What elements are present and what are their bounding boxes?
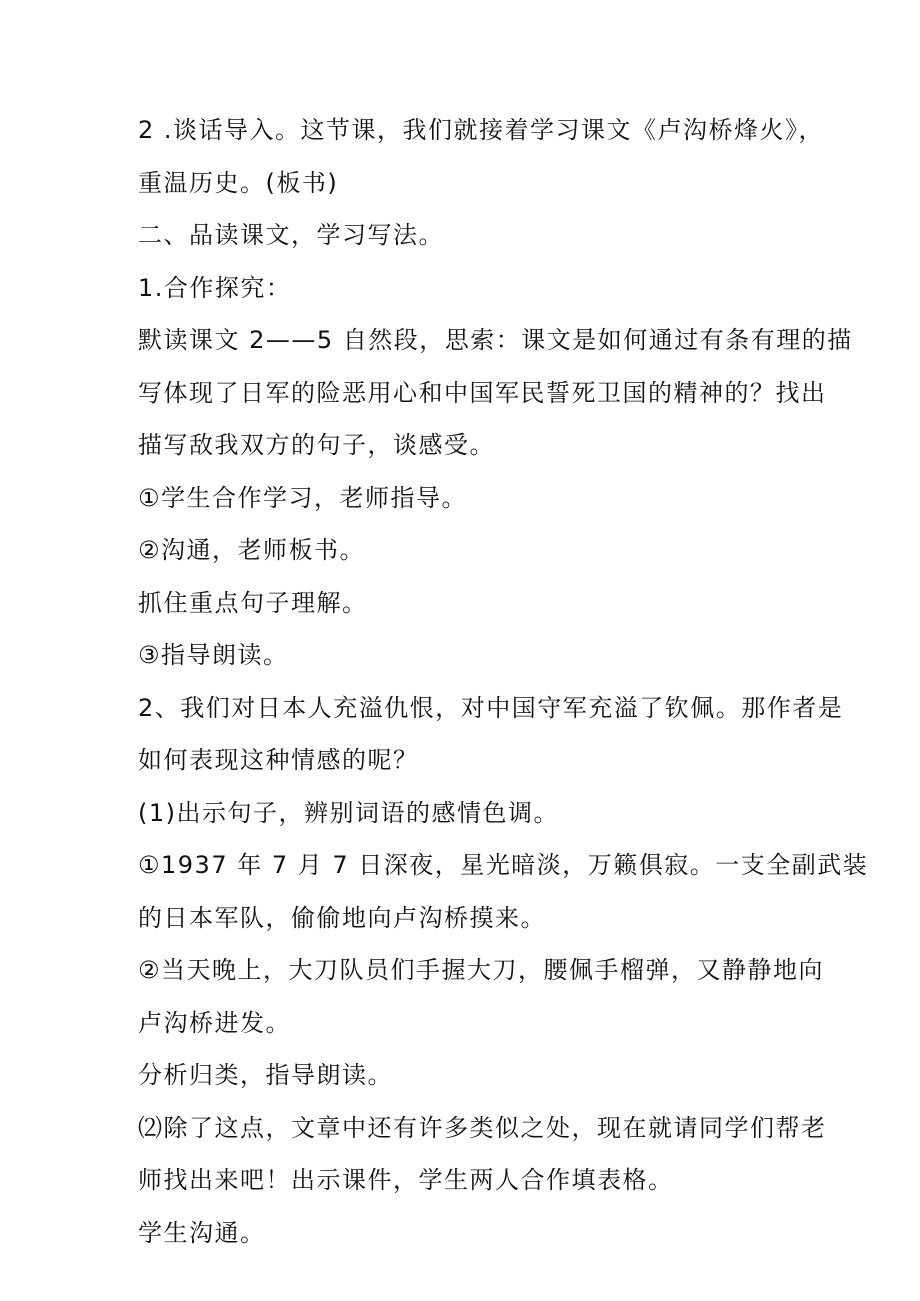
quote-line: 的日本军队，偷偷地向卢沟桥摸来。 <box>138 903 546 932</box>
quote-line: ②当天晚上，大刀队员们手握大刀，腰佩手榴弹，又静静地向 <box>138 956 825 984</box>
list-item: ①学生合作学习，老师指导。 <box>138 483 468 512</box>
text-line: 默读课文 2——5 自然段，思索：课文是如何通过有条有理的描 <box>138 326 853 354</box>
text-line: 抓住重点句子理解。 <box>138 588 368 617</box>
list-item: (1)出示句子，辨别词语的感情色调。 <box>138 798 559 827</box>
text-line: 2 .谈话导入。这节课，我们就接着学习课文《卢沟桥烽火》， <box>138 116 825 144</box>
list-item: ③指导朗读。 <box>138 641 289 669</box>
text-line: 写体现了日军的险恶用心和中国军民誓死卫国的精神的？找出 <box>138 378 827 407</box>
text-line: 学生沟通。 <box>138 1218 266 1247</box>
text-line: 重温历史。(板书) <box>138 168 339 197</box>
quote-line: 卢沟桥进发。 <box>138 1008 291 1037</box>
subsection-heading: 1.合作探究： <box>138 273 292 302</box>
text-line: 描写敌我双方的句子，谈感受。 <box>138 431 495 459</box>
section-heading: 二、品读课文，学习写法。 <box>138 221 444 249</box>
text-line: 师找出来吧！出示课件，学生两人合作填表格。 <box>138 1166 674 1194</box>
text-line: 如何表现这种情感的呢？ <box>138 746 419 774</box>
list-item: ②沟通，老师板书。 <box>138 536 366 564</box>
list-item: ⑵除了这点，文章中还有许多类似之处，现在就请同学们帮老 <box>138 1113 827 1142</box>
document-body <box>138 104 869 1259</box>
text-line: 分析归类，指导朗读。 <box>138 1061 393 1089</box>
quote-line: ①1937 年 7 月 7 日深夜，星光暗淡，万籁俱寂。一支全副武装 <box>138 851 869 879</box>
text-line: 2、我们对日本人充溢仇恨，对中国守军充溢了钦佩。那作者是 <box>138 693 844 722</box>
